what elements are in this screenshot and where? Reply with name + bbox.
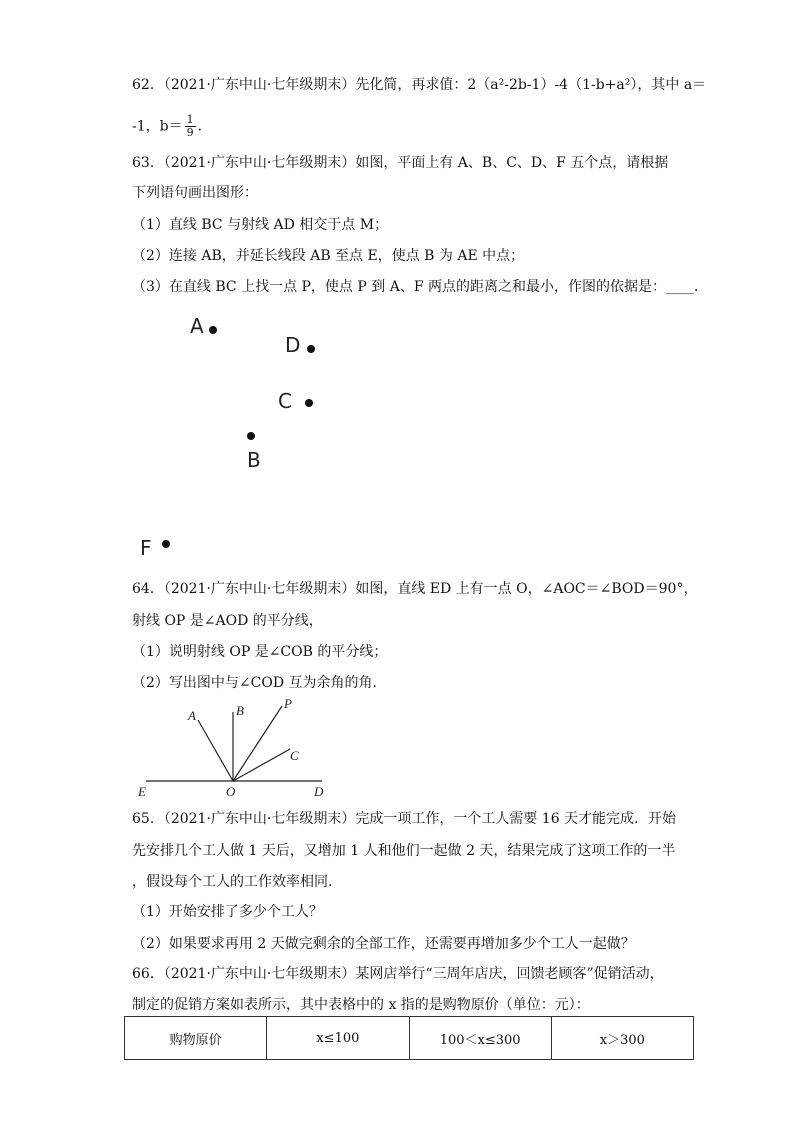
- q64-angle-figure: [130, 692, 340, 802]
- q63-item3: （3）在直线 BC 上找一点 P，使点 P 到 A、F 两点的距离之和最小，作图的依据是：____．: [132, 279, 708, 295]
- q65-item1: （1）开始安排了多少个工人？: [132, 904, 323, 920]
- q65-line1: 65．（2021·广东中山·七年级期末）完成一项工作，一个工人需要 16 天才能完成．开始: [132, 811, 677, 827]
- table-header-cell: 购物原价: [125, 1017, 267, 1060]
- q63-item2: （2）连接 AB，并延长线段 AB 至点 E，使点 B 为 AE 中点；: [132, 248, 525, 264]
- q63-item1: （1）直线 BC 与射线 AD 相交于点 M；: [132, 217, 389, 233]
- label-e: E: [138, 784, 146, 799]
- q64-item1: （1）说明射线 OP 是∠COB 的平分线；: [132, 644, 388, 660]
- fraction-numerator: 1: [186, 113, 194, 126]
- label-b: B: [236, 703, 244, 718]
- label-o: O: [226, 784, 236, 799]
- table-header-cell: x＞300: [551, 1017, 693, 1060]
- fraction-one-ninth: [185, 114, 196, 139]
- q63-line2: 下列语句画出图形：: [132, 185, 258, 201]
- fraction-denominator: 9: [186, 126, 194, 139]
- table-row: [125, 1017, 694, 1060]
- point-d-dot: [307, 345, 315, 353]
- point-label-c: C: [278, 389, 292, 413]
- price-table: [124, 1016, 694, 1060]
- label-c: C: [290, 748, 299, 763]
- q64-item2: （2）写出图中与∠COD 互为余角的角．: [132, 675, 387, 691]
- point-label-a: A: [190, 314, 204, 338]
- label-d: D: [314, 784, 324, 799]
- point-label-b: B: [247, 448, 261, 472]
- ray-oc: [233, 749, 290, 781]
- q65-line2: 先安排几个工人做 1 天后，又增加 1 人和他们一起做 2 天，结果完成了这项工作的一半: [132, 843, 676, 859]
- label-a: A: [188, 708, 196, 723]
- q62-line2-suffix: ．: [197, 118, 212, 135]
- label-p: P: [284, 696, 292, 711]
- point-label-d: D: [285, 333, 301, 357]
- q64-line1: 64．（2021·广东中山·七年级期末）如图，直线 ED 上有一点 O，∠AOC＝∠BOD＝90°，: [132, 581, 698, 597]
- q65-line3: ，假设每个工人的工作效率相同．: [132, 874, 342, 890]
- point-label-f: F: [140, 536, 152, 560]
- point-a-dot: [209, 326, 217, 334]
- q65-item2: （2）如果要求再用 2 天做完剩余的全部工作，还需要再增加多少个工人一起做？: [132, 936, 635, 952]
- point-c-dot: [305, 399, 313, 407]
- ray-oa: [198, 720, 233, 781]
- q66-line2: 制定的促销方案如表所示，其中表格中的 x 指的是购物原价（单位：元）：: [132, 997, 590, 1013]
- point-b-dot: [247, 432, 255, 440]
- table-header-cell: 100＜x≤300: [409, 1017, 551, 1060]
- q63-line1: 63．（2021·广东中山·七年级期末）如图，平面上有 A、B、C、D、F 五个点，请根据: [132, 155, 669, 171]
- point-f-dot: [162, 540, 170, 548]
- q66-line1: 66．（2021·广东中山·七年级期末）某网店举行“三周年店庆，回馈老顾客”促销活动，: [132, 966, 664, 982]
- q62-line2: [132, 114, 212, 139]
- q62-line2-prefix: -1，b＝: [132, 118, 183, 135]
- q64-line2: 射线 OP 是∠AOD 的平分线，: [132, 613, 323, 629]
- table-header-cell: x≤100: [267, 1017, 409, 1060]
- q62-line1: 62．（2021·广东中山·七年级期末）先化简，再求值：2（a²-2b-1）-4（1-b+a²），其中 a＝: [132, 77, 707, 93]
